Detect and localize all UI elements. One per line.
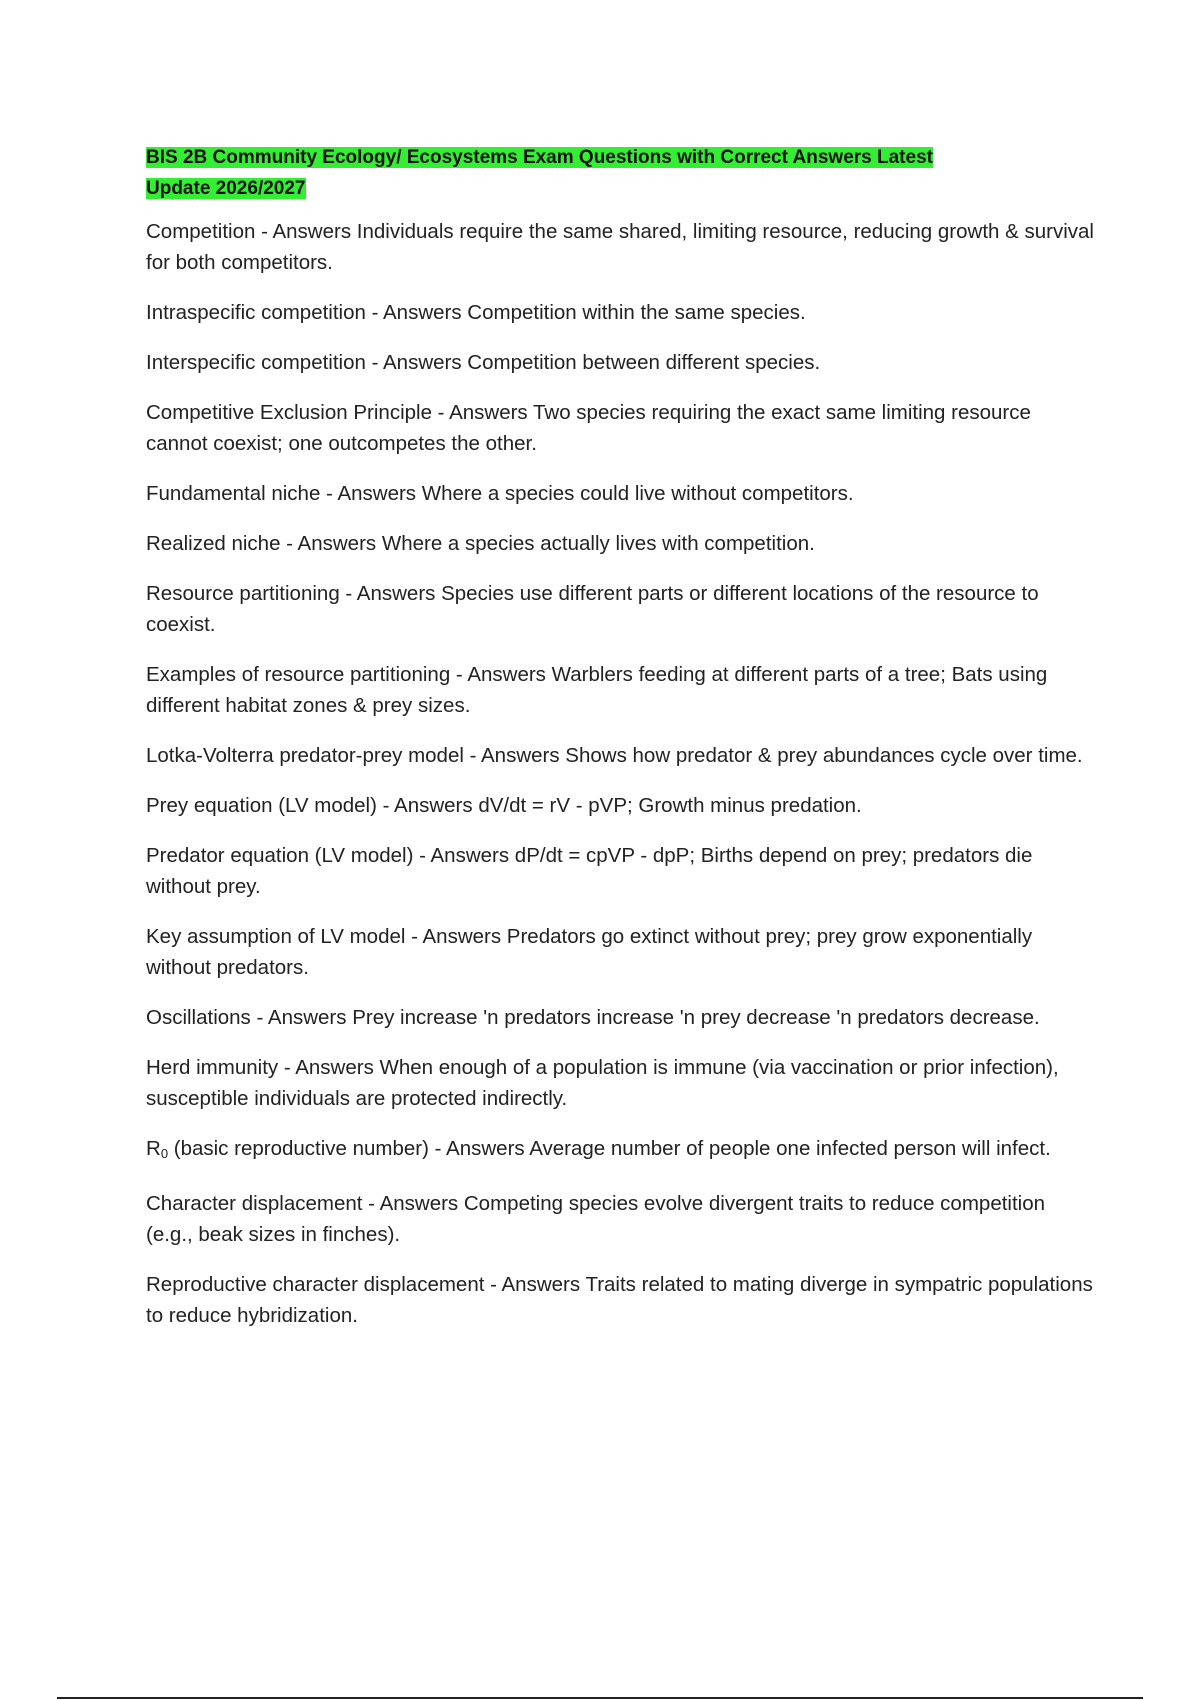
entry-resource-partitioning-examples: Examples of resource partitioning - Answers Warblers feeding at different parts of a tree; Bats using different habitat zones & prey sizes. xyxy=(146,663,1048,717)
entry-reproductive-character-displacement: Reproductive character displacement - Answers Traits related to mating diverge in sympatric populations to reduce hybridization. xyxy=(146,1273,1093,1327)
page-bottom-rule xyxy=(57,1697,1143,1699)
entry-interspecific-competition: Interspecific competition - Answers Competition between different species. xyxy=(146,351,821,374)
entry-prey-equation: Prey equation (LV model) - Answers dV/dt = rV - pVP; Growth minus predation. xyxy=(146,794,862,817)
title-line-1: BIS 2B Community Ecology/ Ecosystems Exam Questions with Correct Answers Latest xyxy=(146,147,933,168)
entry-character-displacement: Character displacement - Answers Competing species evolve divergent traits to reduce competition (e.g., beak sizes in finches). xyxy=(146,1192,1046,1246)
entry-oscillations: Oscillations - Answers Prey increase 'n predators increase 'n prey decrease 'n predators decrease. xyxy=(146,1006,1040,1029)
entry-fundamental-niche: Fundamental niche - Answers Where a species could live without competitors. xyxy=(146,482,854,505)
r0-subscript: 0 xyxy=(160,1146,169,1161)
entry-competitive-exclusion: Competitive Exclusion Principle - Answers Two species requiring the exact same limiting resource cannot coexist; one outcompetes the other. xyxy=(146,401,1031,455)
r0-symbol: R xyxy=(146,1137,161,1160)
entry-herd-immunity: Herd immunity - Answers When enough of a population is immune (via vaccination or prior infection), susceptible individuals are protected indirectly. xyxy=(146,1056,1059,1110)
entry-intraspecific-competition: Intraspecific competition - Answers Competition within the same species. xyxy=(146,301,806,324)
entry-resource-partitioning: Resource partitioning - Answers Species use different parts or different locations of the resource to coexist. xyxy=(146,582,1039,636)
entry-r0 xyxy=(146,1133,1096,1169)
entry-predator-equation: Predator equation (LV model) - Answers dP/dt = cpVP - dpP; Births depend on prey; predators die without prey. xyxy=(146,844,1033,898)
document-body xyxy=(146,142,1096,1350)
document-title xyxy=(146,142,1096,204)
entry-lv-key-assumption: Key assumption of LV model - Answers Predators go extinct without prey; prey grow exponentially without predators. xyxy=(146,925,1033,979)
entry-competition: Competition - Answers Individuals require the same shared, limiting resource, reducing growth & survival for both competitors. xyxy=(146,220,1094,274)
entry-realized-niche: Realized niche - Answers Where a species actually lives with competition. xyxy=(146,532,815,555)
title-line-2: Update 2026/2027 xyxy=(146,178,306,199)
entry-lotka-volterra-model: Lotka-Volterra predator-prey model - Answers Shows how predator & prey abundances cycle over time. xyxy=(146,744,1083,767)
r0-definition: (basic reproductive number) - Answers Average number of people one infected person will infect. xyxy=(168,1137,1051,1160)
